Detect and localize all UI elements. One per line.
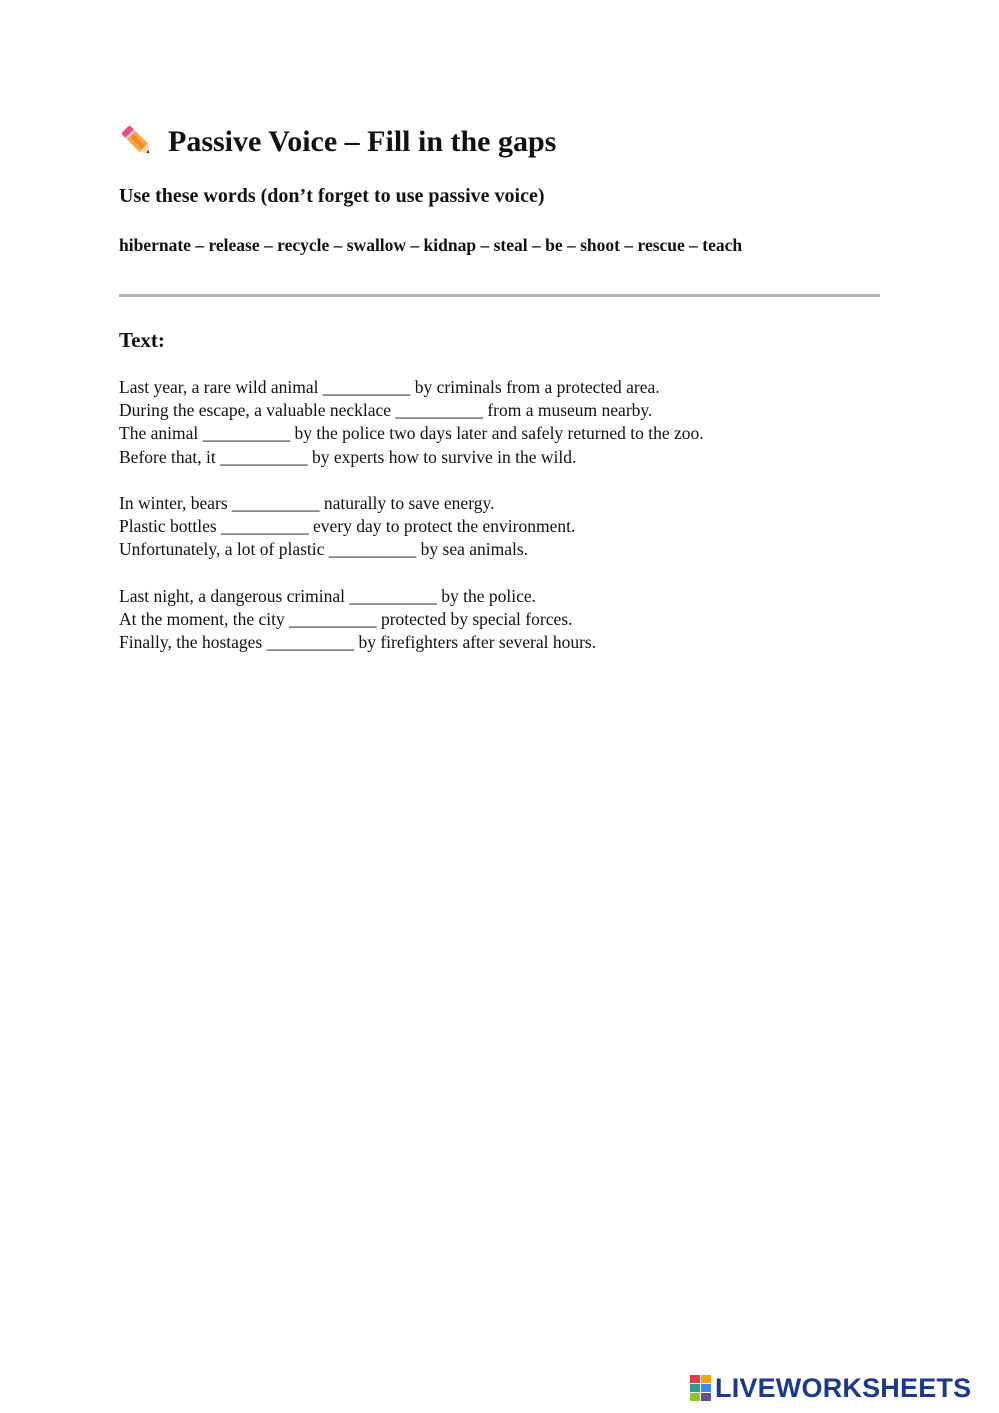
paragraph-1 xyxy=(119,376,704,469)
sentence-line: Unfortunately, a lot of plastic __________ by sea animals. xyxy=(119,539,529,560)
sentence-line: At the moment, the city __________ protected by special forces. xyxy=(119,609,573,630)
pencil-icon xyxy=(119,123,157,161)
liveworksheets-logo-icon xyxy=(690,1375,712,1401)
sentence-line: In winter, bears __________ naturally to save energy. xyxy=(119,493,495,513)
word-bank: hibernate – release – recycle – swallow – kidnap – steal – be – shoot – rescue – teach xyxy=(119,235,743,255)
sentence-line: Before that, it __________ by experts how to survive in the wild. xyxy=(119,446,577,467)
section-label: Text: xyxy=(119,328,165,352)
paragraph-2 xyxy=(119,492,575,562)
sentence-line: The animal __________ by the police two days later and safely returned to the zoo. xyxy=(119,423,704,444)
divider xyxy=(119,294,880,297)
title-row xyxy=(119,120,556,164)
page-title: Passive Voice – Fill in the gaps xyxy=(168,125,557,158)
liveworksheets-logo xyxy=(690,1373,971,1403)
sentence-line: During the escape, a valuable necklace __________ from a museum nearby. xyxy=(119,400,653,421)
sentence-line: Last year, a rare wild animal __________ by criminals from a protected area. xyxy=(119,377,660,397)
sentence-line: Last night, a dangerous criminal __________ by the police. xyxy=(119,586,536,606)
instruction-text: Use these words (don’t forget to use passive voice) xyxy=(119,185,545,207)
logo-text: LIVEWORKSHEETS xyxy=(715,1373,972,1403)
paragraph-3 xyxy=(119,585,596,655)
sentence-line: Plastic bottles __________ every day to protect the environment. xyxy=(119,516,576,537)
sentence-line: Finally, the hostages __________ by firefighters after several hours. xyxy=(119,632,597,653)
